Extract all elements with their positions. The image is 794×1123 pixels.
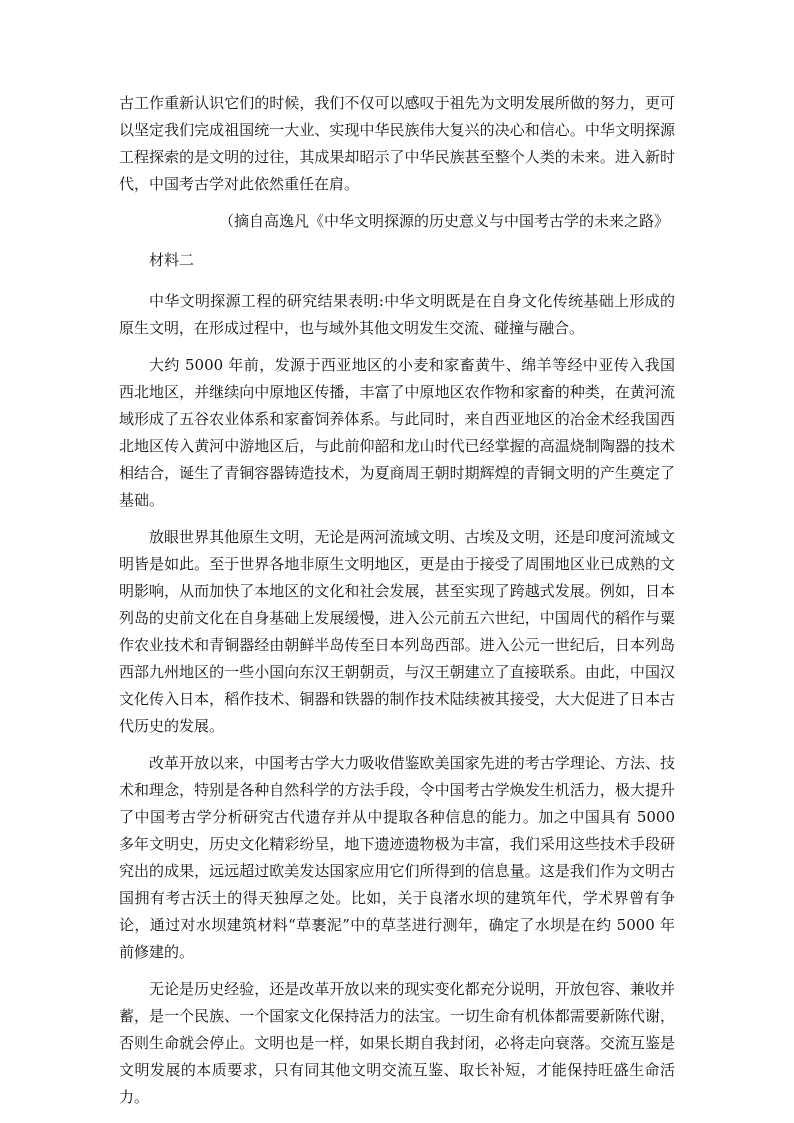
- paragraph-continuation: 古工作重新认识它们的时候，我们不仅可以感叹于祖先为文明发展所做的努力，更可以坚定我们完成祖国统一大业、实现中华民族伟大复兴的决心和信心。中华文明探源工程探索的是文明的过往，其成果却昭示了中华民族甚至整个人类的未来。进入新时代，中国考古学对此依然重任在肩。: [119, 94, 675, 193]
- section-paragraph: 大约 5000 年前，发源于西亚地区的小麦和家畜黄牛、绵羊等经中亚传入我国西北地区，并继续向中原地区传播，丰富了中原地区农作物和家畜的种类，在黄河流域形成了五谷农业体系和家畜饲养体系。与此同时，来自西亚地区的冶金术经我国西北地区传入黄河中游地区后，与此前仰韶和龙山时代已经掌握的高温烧制陶器的技术相结合，诞生了青铜容器铸造技术，为夏商周王朝时期辉煌的青铜文明的产生奠定了基础。: [119, 356, 675, 509]
- section-paragraph: 中华文明探源工程的研究结果表明:中华文明既是在自身文化传统基础上形成的原生文明，在形成过程中，也与域外其他文明发生交流、碰撞与融合。: [119, 292, 675, 337]
- document-body: [119, 90, 675, 1121]
- section-heading: 材料二: [149, 251, 195, 269]
- source-citation: （摘自高逸凡《中华文明探源的历史意义与中国考古学的未来之路》: [218, 212, 669, 230]
- section-paragraph: 放眼世界其他原生文明，无论是两河流域文明、古埃及文明，还是印度河流域文明皆是如此。至于世界各地非原生文明地区，更是由于接受了周围地区业已成熟的文明影响，从而加快了本地区的文化和社会发展，甚至实现了跨越式发展。例如，日本列岛的史前文化在自身基础上发展缓慢，进入公元前五六世纪，中国周代的稻作与粟作农业技术和青铜器经由朝鲜半岛传至日本列岛西部。进入公元一世纪后，日本列岛西部九州地区的一些小国向东汉王朝朝贡，与汉王朝建立了直接联系。由此，中国汉文化传入日本，稻作技术、铜器和铁器的制作技术陆续被其接受，大大促进了日本古代历史的发展。: [119, 528, 675, 735]
- section-paragraph: 无论是历史经验，还是改革开放以来的现实变化都充分说明，开放包容、兼收并蓄，是一个民族、一个国家文化保持活力的法宝。一切生命有机体都需要新陈代谢，否则生命就会停止。文明也是一样，如果长期自我封闭，必将走向衰落。交流互鉴是文明发展的本质要求，只有同其他文明交流互鉴、取长补短，才能保持旺盛生命活力。: [119, 980, 675, 1106]
- section-paragraph: 改革开放以来，中国考古学大力吸收借鉴欧美国家先进的考古学理论、方法、技术和理念，特别是各种自然科学的方法手段，令中国考古学焕发生机活力，极大提升了中国考古学分析研究古代遗存并从中提取各种信息的能力。加之中国具有 5000 多年文明史，历史文化精彩纷呈，地下遗迹遗物极为丰富，我们采用这些技术手段研究出的成果，远远超过欧美发达国家应用它们所得到的信息量。这是我们作为文明古国拥有考古沃土的得天独厚之处。比如，关于良渚水坝的建筑年代，学术界曾有争论，通过对水坝建筑材料“草裹泥”中的草茎进行测年，确定了水坝是在约 5000 年前修建的。: [119, 754, 675, 961]
